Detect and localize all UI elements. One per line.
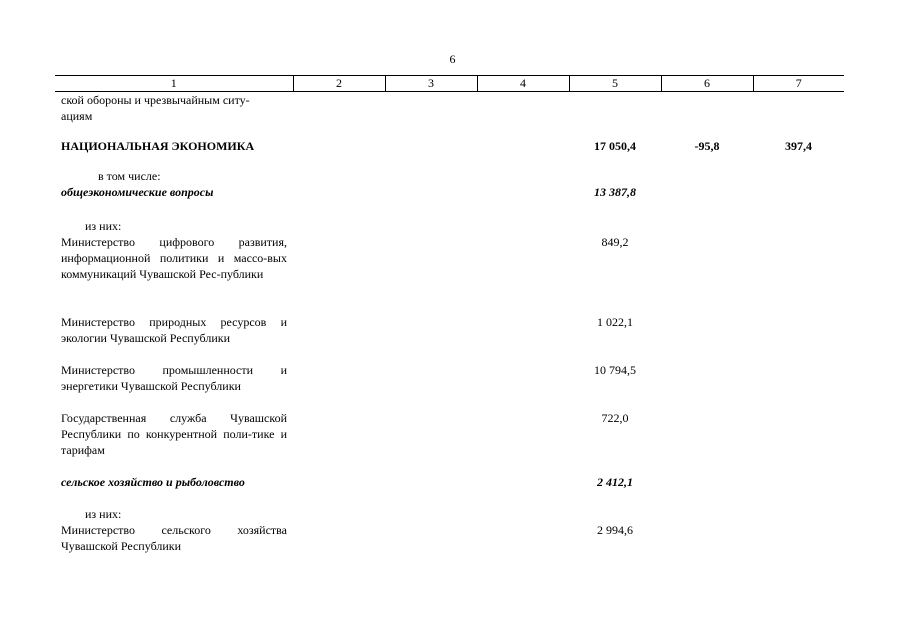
column-header-2: 2 <box>293 76 385 92</box>
budget-table <box>55 75 844 556</box>
value-col5: 13 387,8 <box>594 184 636 199</box>
row-label: общеэкономические вопросы <box>61 184 214 199</box>
value-col6 <box>661 474 753 506</box>
column-header-5: 5 <box>569 76 661 92</box>
value-col7 <box>753 410 844 474</box>
column-header-4: 4 <box>477 76 569 92</box>
row-label: Министерство промышленности и энергетики Чувашской Республики <box>61 362 287 393</box>
value-col7 <box>753 218 844 314</box>
table-row <box>55 362 844 410</box>
table-row <box>55 506 844 556</box>
row-label-line: ациям <box>61 109 93 123</box>
table-row <box>55 314 844 362</box>
value-col7 <box>753 168 844 218</box>
row-prelabel: в том числе: <box>98 168 161 183</box>
value-col7: 397,4 <box>785 138 812 153</box>
table-row <box>55 218 844 314</box>
table-row <box>55 410 844 474</box>
row-prelabel: из них: <box>85 506 122 521</box>
row-label: сельское хозяйство и рыболовство <box>61 474 245 489</box>
value-col5: 849,2 <box>601 234 629 249</box>
value-col7 <box>753 506 844 556</box>
column-header-3: 3 <box>385 76 477 92</box>
table-row <box>55 168 844 218</box>
column-header-6: 6 <box>661 76 753 92</box>
value-col7 <box>753 362 844 410</box>
page-number: 6 <box>449 52 456 66</box>
value-col6 <box>661 410 753 474</box>
value-col6 <box>661 168 753 218</box>
value-col6: -95,8 <box>694 138 720 153</box>
value-col6 <box>661 506 753 556</box>
row-label: Министерство цифрового развития, информационной политики и массо-вых коммуникаций Чувашской Рес-публики <box>61 234 287 281</box>
table-row <box>55 474 844 506</box>
column-header-1: 1 <box>55 76 293 92</box>
value-col5: 17 050,4 <box>594 138 636 153</box>
value-col6 <box>661 218 753 314</box>
value-col7 <box>753 92 844 138</box>
value-col5: 2 994,6 <box>597 522 633 537</box>
header-row <box>55 76 844 92</box>
row-label: НАЦИОНАЛЬНАЯ ЭКОНОМИКА <box>61 138 255 153</box>
value-col5 <box>569 92 661 138</box>
row-label: Государственная служба Чувашской Республики по конкурентной поли-тике и тарифам <box>61 410 287 457</box>
row-label: Министерство природных ресурсов и экологии Чувашской Республики <box>61 314 287 345</box>
value-col6 <box>661 314 753 362</box>
value-col5: 1 022,1 <box>597 314 633 329</box>
value-col6 <box>661 362 753 410</box>
table-row <box>55 138 844 168</box>
value-col6 <box>661 92 753 138</box>
value-col7 <box>753 314 844 362</box>
table-row <box>55 92 844 138</box>
value-col5: 10 794,5 <box>594 362 636 377</box>
row-prelabel: из них: <box>85 218 122 233</box>
value-col5: 722,0 <box>601 410 629 425</box>
column-header-7: 7 <box>753 76 844 92</box>
row-label: Министерство сельского хозяйства Чувашской Республики <box>61 522 287 553</box>
row-label-line: ской обороны и чрезвычайным ситу- <box>61 93 250 107</box>
value-col7 <box>753 474 844 506</box>
value-col5: 2 412,1 <box>597 474 633 489</box>
